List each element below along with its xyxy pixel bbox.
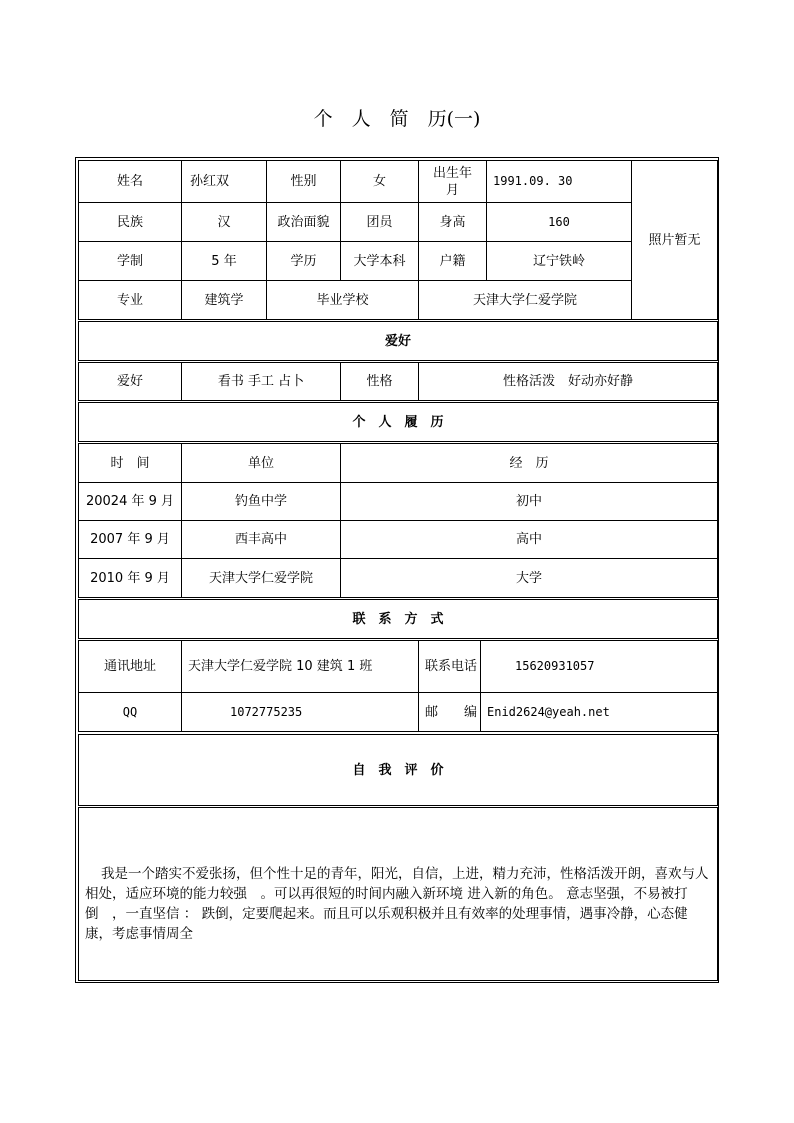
political-label: 政治面貌	[266, 202, 341, 242]
hukou-label: 户籍	[418, 241, 487, 281]
birth-value: 1991.09. 30	[486, 160, 632, 203]
major-value: 建筑学	[181, 280, 267, 320]
history-row-exp: 高中	[340, 520, 718, 559]
contact-section-header: 联 系 方 式	[78, 599, 718, 639]
ethnic-label: 民族	[78, 202, 182, 242]
degree-label: 学历	[266, 241, 341, 281]
school-value: 天津大学仁爱学院	[418, 280, 632, 320]
self-eval-text: 我是一个踏实不爱张扬，但个性十足的青年，阳光，自信，上进，精力充沛，性格活泼开朗，喜欢与人相处，适应环境的能力较强 。可以再很短的时间内融入新环境 进入新的角色。 意志坚强，不易被打倒 ，一直坚信 ： 跌倒，定要爬起来。而且可以乐观积极并且有效率的处理事情，遇事冷静，心态健康，考虑事情周全	[78, 807, 718, 981]
history-col-unit: 单位	[181, 443, 341, 483]
personality-label: 性格	[340, 362, 419, 401]
history-row-time: 2007 年 9 月	[78, 520, 182, 559]
political-value: 团员	[340, 202, 419, 242]
history-row-exp: 大学	[340, 558, 718, 598]
history-row-time: 20024 年 9 月	[78, 482, 182, 521]
height-label: 身高	[418, 202, 487, 242]
history-row-unit: 天津大学仁爱学院	[181, 558, 341, 598]
name-label: 姓名	[78, 160, 182, 203]
history-row-unit: 西丰高中	[181, 520, 341, 559]
history-col-exp: 经 历	[340, 443, 718, 483]
history-section-header: 个 人 履 历	[78, 402, 718, 442]
history-row-exp: 初中	[340, 482, 718, 521]
photo-placeholder: 照片暂无	[631, 160, 718, 320]
hukou-value: 辽宁铁岭	[486, 241, 632, 281]
phone-label: 联系电话	[418, 640, 481, 693]
gender-value: 女	[340, 160, 419, 203]
address-value: 天津大学仁爱学院 10 建筑 1 班	[181, 640, 419, 693]
degree-value: 大学本科	[340, 241, 419, 281]
system-label: 学制	[78, 241, 182, 281]
height-value: 160	[486, 202, 632, 242]
ethnic-value: 汉	[181, 202, 267, 242]
birth-label: 出生年月	[418, 160, 487, 203]
self-eval-section-header: 自 我 评 价	[78, 734, 718, 806]
school-label: 毕业学校	[266, 280, 419, 320]
personality-value: 性格活泼 好动亦好静	[418, 362, 718, 401]
resume-table	[75, 157, 719, 983]
hobby-section-header: 爱好	[78, 321, 718, 361]
qq-label: QQ	[78, 692, 182, 732]
hobby-value: 看书 手工 占卜	[181, 362, 341, 401]
address-label: 通讯地址	[78, 640, 182, 693]
qq-value: 1072775235	[181, 692, 419, 732]
gender-label: 性别	[266, 160, 341, 203]
phone-value: 15620931057	[480, 640, 718, 693]
major-label: 专业	[78, 280, 182, 320]
history-row-time: 2010 年 9 月	[78, 558, 182, 598]
history-row-unit: 钓鱼中学	[181, 482, 341, 521]
history-col-time: 时 间	[78, 443, 182, 483]
email-label: 邮 编	[418, 692, 481, 732]
system-value: 5 年	[181, 241, 267, 281]
email-value: Enid2624@yeah.net	[480, 692, 718, 732]
page-title: 个 人 简 历(一)	[313, 108, 481, 130]
name-value: 孙红双	[181, 160, 267, 203]
hobby-label: 爱好	[78, 362, 182, 401]
